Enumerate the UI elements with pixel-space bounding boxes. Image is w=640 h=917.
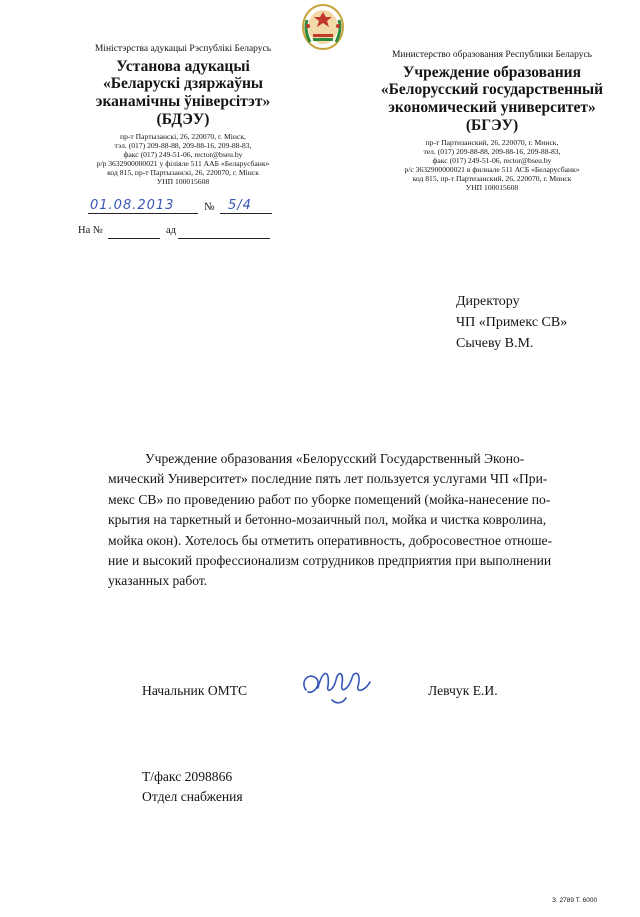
number-underline <box>220 213 272 214</box>
institution-name-ru <box>366 64 618 135</box>
addressee-block <box>456 291 567 354</box>
handwritten-signature-icon <box>296 660 384 710</box>
body-line: мический Университет» последние пять лет пользуется услугами ЧП «При- <box>108 471 548 487</box>
body-line: крытия на таркетный и бетонно-мозаичный пол, мойка и чистка ковролина, <box>108 512 547 528</box>
body-line: ние и высокий профессионализм сотрудников предприятия при выполнении <box>108 552 552 568</box>
address-line: код 815, пр-т Партизанский, 26, 220070, г. Минск <box>412 173 572 183</box>
signatory-role: Начальник ОМТС <box>142 683 248 698</box>
body-line: мойка окон). Хотелось бы отметить оперативность, добросовестное отноше- <box>108 532 553 548</box>
institution-name-by <box>60 58 306 129</box>
header-right <box>366 50 618 193</box>
ad-label: ад <box>166 225 177 236</box>
na-underline <box>108 238 160 239</box>
address-line: УНП 100015608 <box>156 176 210 186</box>
address-line: р/с 3632900000021 в филиале 511 АСБ «Беларусбанк» <box>404 164 580 174</box>
signatory-name: Левчук Е.И. <box>428 683 498 698</box>
address-block-by <box>60 133 306 186</box>
address-line: факс (017) 249-51-06, rector@bseu.by <box>123 150 243 159</box>
address-block-ru <box>366 139 618 192</box>
date-underline <box>88 213 198 214</box>
ministry-ru: Министерство образования Республики Беларусь <box>391 50 593 60</box>
number-sign: № <box>204 201 215 213</box>
address-line: р/р 3632900000021 у філіяле 511 ААБ «Беларусбанк» <box>96 158 270 168</box>
contact-line: Т/факс 2098866 <box>142 769 233 784</box>
institution-line: эканамічны ўніверсітэт» <box>95 92 271 110</box>
institution-line: Установа адукацыі <box>116 57 250 75</box>
address-line: пр-т Партызанскі, 26, 220070, г. Мінск, <box>120 132 246 142</box>
address-line: пр-т Партизанский, 26, 220070, г. Минск, <box>425 138 559 148</box>
na-label: На № <box>78 225 103 236</box>
addressee-line: Директору <box>456 294 520 309</box>
ministry-by: Міністэрства адукацыі Рэспублікі Беларусь <box>94 44 272 54</box>
outgoing-registration <box>88 198 274 218</box>
letter-body <box>108 449 570 592</box>
institution-line: «Белорусский государственный <box>380 81 604 99</box>
body-line: указанных работ. <box>108 573 208 589</box>
header-left <box>60 44 306 187</box>
print-code: З. 2789 Т. 6000 <box>552 897 598 904</box>
ad-underline <box>178 238 270 239</box>
address-line: УНП 100015608 <box>465 182 519 192</box>
institution-line: (БГЭУ) <box>465 116 519 134</box>
institution-line: (БДЭУ) <box>156 110 210 128</box>
address-line: тэл. (017) 209-88-88, 209-88-16, 209-88-83, <box>114 141 252 151</box>
institution-line: «Беларускі дзяржаўны <box>102 75 264 93</box>
institution-line: Учреждение образования <box>403 63 581 81</box>
addressee-line: Сычеву В.М. <box>456 336 534 351</box>
contact-line: Отдел снабжения <box>142 789 243 805</box>
handwritten-number: 5/4 <box>228 198 252 213</box>
body-line: Учреждение образования «Белорусский Государственный Эконо- <box>145 451 525 466</box>
addressee-line: ЧП «Примекс СВ» <box>456 315 568 330</box>
contacts-block <box>142 767 243 808</box>
body-line: мекс СВ» по проведению работ по уборке помещений (мойка-нанесение по- <box>108 491 551 507</box>
reference-line <box>78 224 278 242</box>
address-line: код 815, пр-т Партызанскі, 26, 220070, г. Мінск <box>107 167 259 177</box>
address-line: тел. (017) 209-88-88, 209-88-16, 209-88-83, <box>423 147 561 157</box>
handwritten-date: 01.08.2013 <box>90 198 175 213</box>
address-line: факс (017) 249-51-06, rector@bseu.by <box>432 156 552 165</box>
institution-line: экономический университет» <box>388 98 596 116</box>
